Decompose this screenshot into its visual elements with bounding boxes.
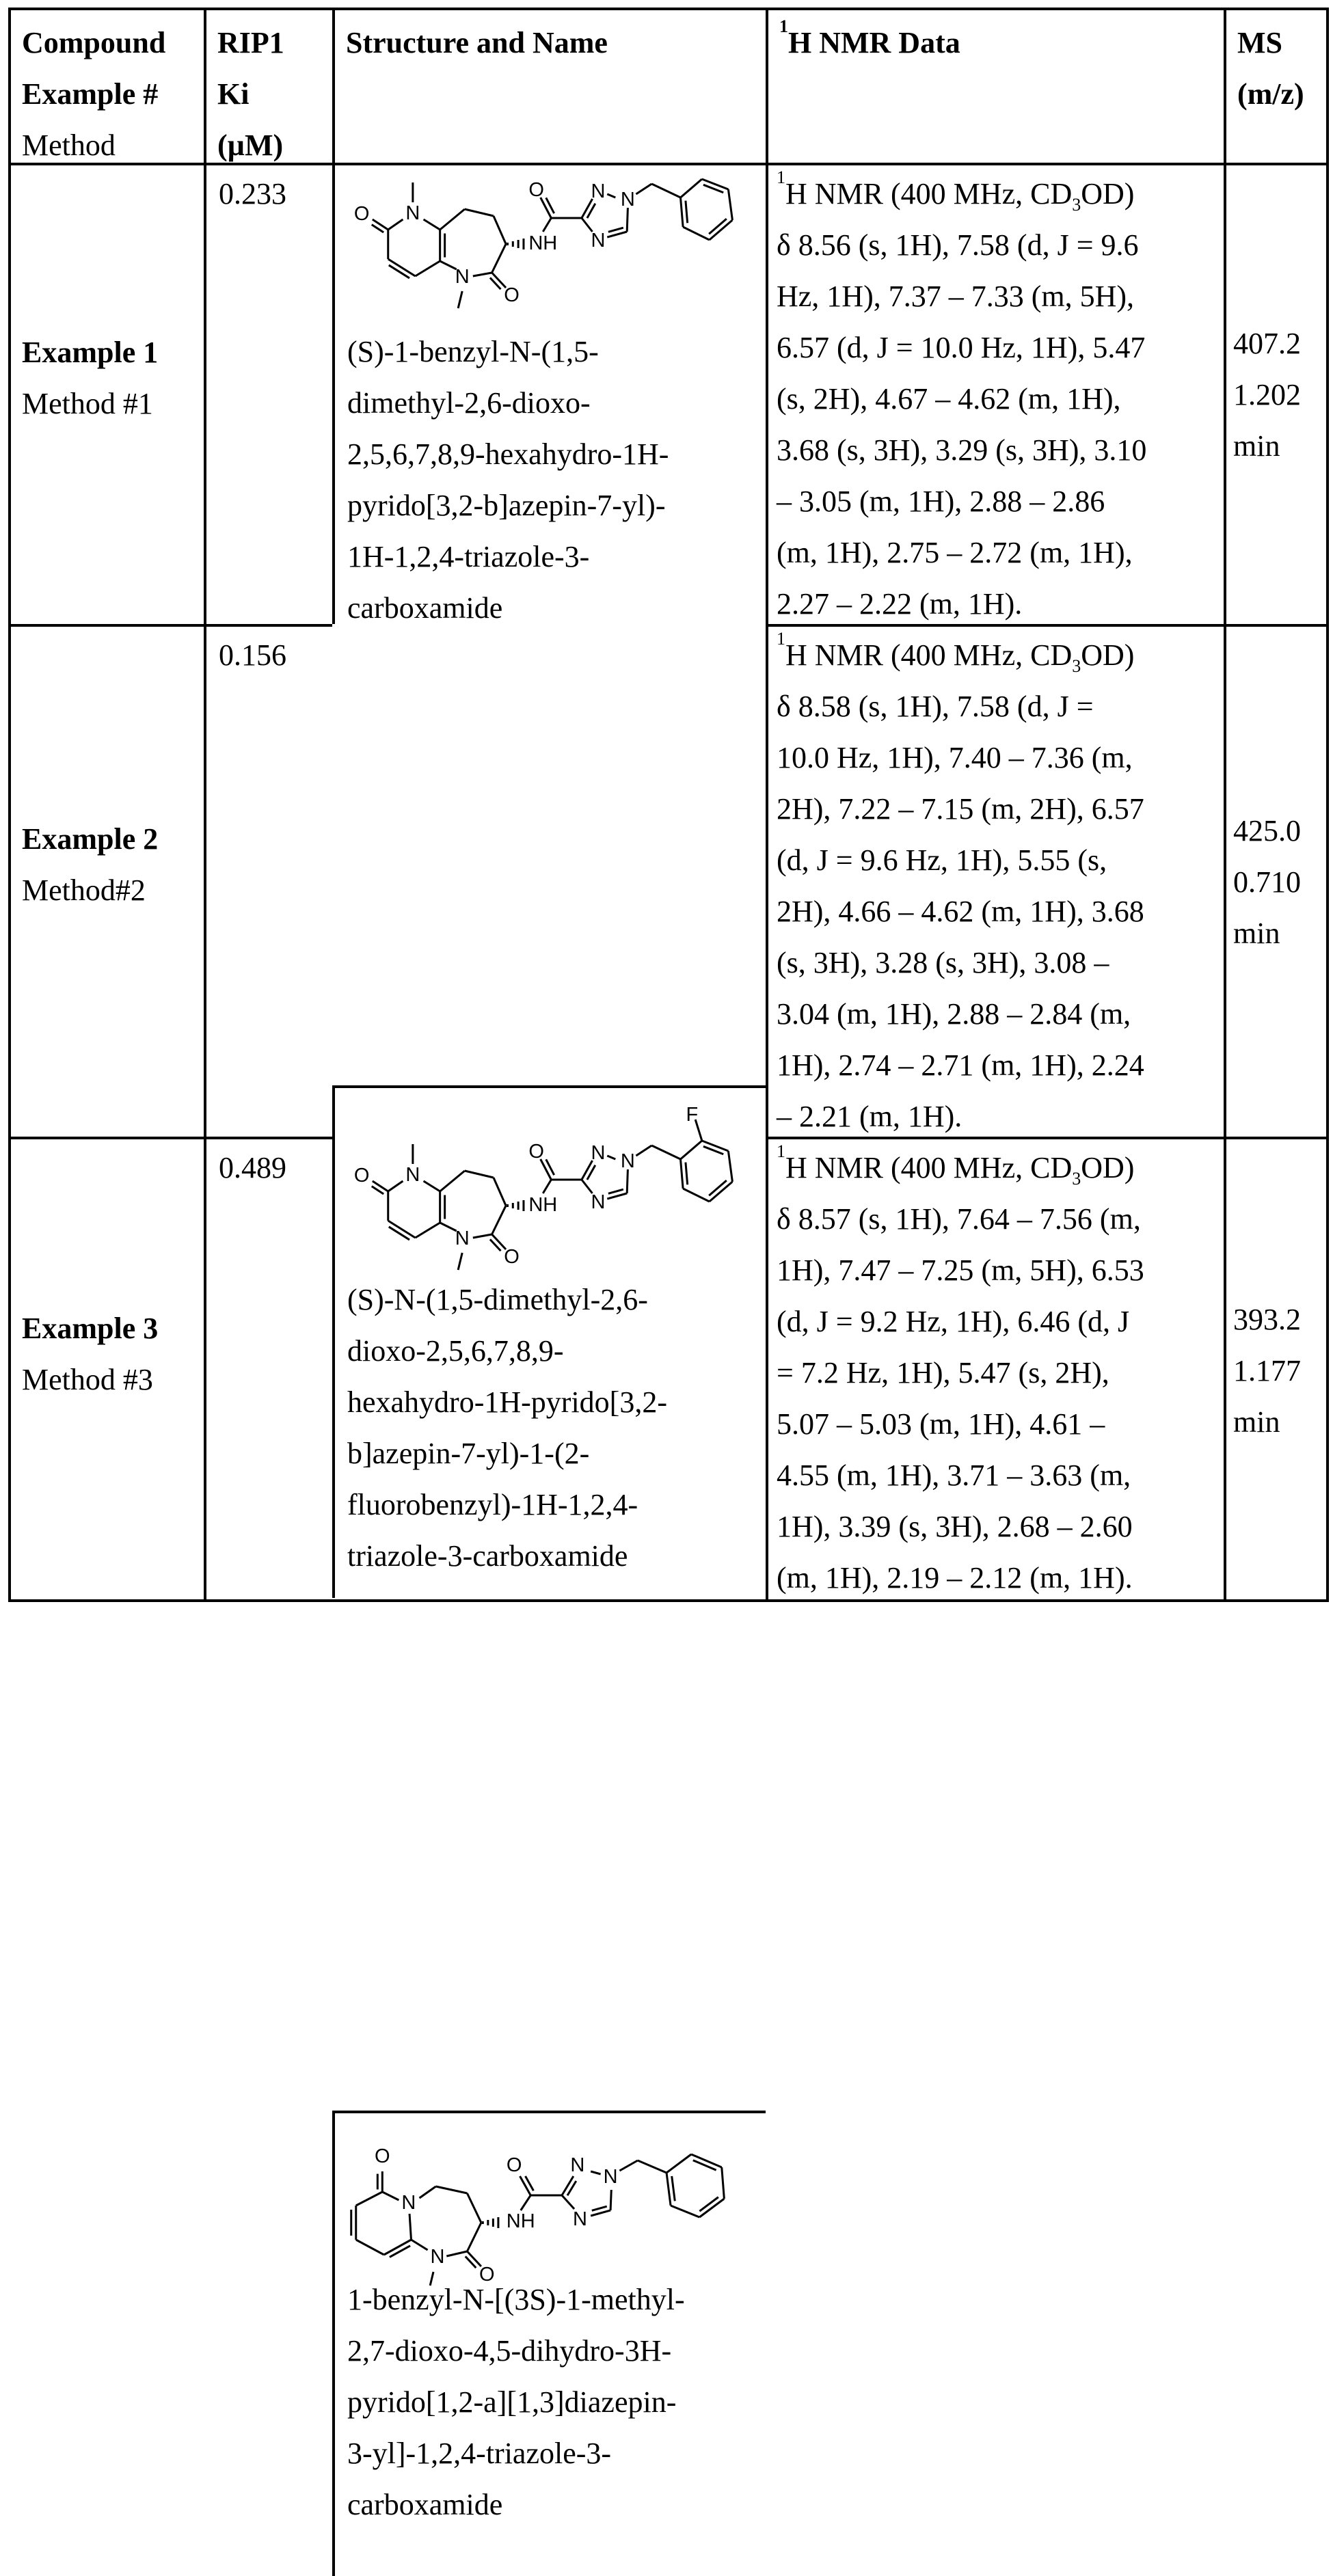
bond-line xyxy=(458,291,462,308)
bond-line xyxy=(671,2206,699,2217)
nmr-header-line xyxy=(777,1142,1224,1193)
bond-line xyxy=(592,2206,607,2210)
atom-label: N xyxy=(591,180,606,202)
nmr-cell xyxy=(766,624,1224,1137)
bond-line xyxy=(627,1169,628,1193)
compound-name xyxy=(347,2274,685,2530)
atom-label: N xyxy=(621,1150,635,1172)
bond-line xyxy=(465,209,494,216)
header-line: RIP1 xyxy=(217,17,332,68)
atom-label: NH xyxy=(507,2210,535,2232)
atom-label: NH xyxy=(528,1194,557,1216)
bond-line xyxy=(636,184,651,194)
bond-line xyxy=(543,1180,551,1193)
bond-line xyxy=(521,2195,530,2210)
atom-label: N xyxy=(604,2166,618,2188)
bond-line xyxy=(424,219,440,230)
bond-line xyxy=(607,232,627,237)
bond-line xyxy=(651,184,680,198)
atom-label: N xyxy=(573,2208,587,2230)
bond-line xyxy=(607,1156,615,1159)
compound-name-line: carboxamide xyxy=(347,582,669,634)
compound-name-line: pyrido[3,2-b]azepin-7-yl)- xyxy=(347,480,669,531)
bond-line xyxy=(619,2160,638,2171)
atom-label: O xyxy=(528,1141,544,1163)
atom-label: N xyxy=(401,2192,416,2214)
header-line xyxy=(779,17,1224,68)
bond-line xyxy=(562,2195,574,2209)
nmr-line: 5.07 – 5.03 (m, 1H), 4.61 – xyxy=(777,1398,1224,1450)
bond-line xyxy=(440,209,465,230)
bond-line xyxy=(728,1151,732,1182)
atom-label: N xyxy=(591,230,606,252)
ki-value: 0.489 xyxy=(219,1142,332,1193)
nmr-line: (m, 1H), 2.75 – 2.72 (m, 1H), xyxy=(777,527,1224,578)
bond-line xyxy=(728,189,732,220)
header-line: (µM) xyxy=(217,120,332,171)
compound-name-line: carboxamide xyxy=(347,2479,685,2530)
header-line: Ki xyxy=(217,68,332,120)
header-nmr xyxy=(766,8,1224,163)
bond-line xyxy=(446,2251,467,2256)
bond-line xyxy=(686,1163,688,1185)
nmr-cell xyxy=(766,1137,1224,1602)
atom-label: N xyxy=(591,1191,606,1213)
nmr-line: 2.27 – 2.22 (m, 1H). xyxy=(777,578,1224,629)
compound-name-line: dimethyl-2,6-dioxo- xyxy=(347,377,669,429)
bond-line xyxy=(681,198,684,227)
subscript: 3 xyxy=(1072,656,1081,676)
bond-line xyxy=(467,2193,481,2223)
header-line: Compound xyxy=(22,17,204,68)
compound-name-line: 1H-1,2,4-triazole-3- xyxy=(347,531,669,582)
nmr-line: 2H), 7.22 – 7.15 (m, 2H), 6.57 xyxy=(777,783,1224,835)
nmr-line: 1H), 3.39 (s, 3H), 2.68 – 2.60 xyxy=(777,1501,1224,1552)
example-cell xyxy=(8,163,204,624)
example-cell xyxy=(8,1137,204,1602)
nmr-line: = 7.2 Hz, 1H), 5.47 (s, 2H), xyxy=(777,1347,1224,1398)
bond-line xyxy=(607,1193,627,1199)
atom-label: N xyxy=(621,189,635,211)
bond-line xyxy=(591,2171,600,2174)
nmr-text: OD) xyxy=(1081,177,1134,211)
atom-label: N xyxy=(455,1228,470,1249)
atom-label: O xyxy=(507,2154,522,2176)
bond-line xyxy=(722,2167,725,2199)
compound-name-line: 3-yl]-1,2,4-triazole-3- xyxy=(347,2428,685,2479)
ms-line: min xyxy=(1233,1396,1329,1448)
atom-label: O xyxy=(375,2145,390,2167)
example-label: Example 3 xyxy=(22,1303,204,1354)
nmr-header-line xyxy=(777,168,1224,219)
nmr-line: (d, J = 9.6 Hz, 1H), 5.55 (s, xyxy=(777,835,1224,886)
nmr-line: 6.57 (d, J = 10.0 Hz, 1H), 5.47 xyxy=(777,322,1224,373)
subscript: 3 xyxy=(1072,1169,1081,1189)
bond-line xyxy=(693,2160,716,2170)
bond-line xyxy=(473,273,492,276)
bond-line xyxy=(520,2176,531,2195)
bond-line xyxy=(390,2246,410,2258)
ms-line: 393.2 xyxy=(1233,1294,1329,1345)
header-text: H NMR Data xyxy=(788,26,960,59)
nmr-line: (s, 3H), 3.28 (s, 3H), 3.08 – xyxy=(777,937,1224,988)
ms-cell xyxy=(1224,624,1329,1137)
bond-line xyxy=(494,216,506,244)
nmr-text: H NMR (400 MHz, CD xyxy=(785,177,1072,211)
bond-line xyxy=(607,194,615,198)
bond-line xyxy=(440,1171,465,1191)
header-compound xyxy=(8,8,204,163)
ki-cell xyxy=(204,163,332,624)
atom-label: N xyxy=(570,2154,584,2176)
atom-label: N xyxy=(431,2246,445,2268)
bond-line xyxy=(473,1234,492,1238)
ki-value: 0.233 xyxy=(219,168,332,219)
atom-label: O xyxy=(354,1165,370,1187)
ki-cell xyxy=(204,624,332,1137)
ki-value: 0.156 xyxy=(219,629,332,681)
bond-line xyxy=(651,1145,680,1159)
nmr-line: (d, J = 9.2 Hz, 1H), 6.46 (d, J xyxy=(777,1296,1224,1347)
bond-line xyxy=(424,1181,440,1191)
ms-line: 1.202 xyxy=(1233,369,1329,420)
nmr-line: δ 8.58 (s, 1H), 7.58 (d, J = xyxy=(777,681,1224,732)
nmr-line: 1H), 2.74 – 2.71 (m, 1H), 2.24 xyxy=(777,1040,1224,1091)
header-line: (m/z) xyxy=(1237,68,1329,120)
nmr-text: OD) xyxy=(1081,1151,1134,1184)
method-label: Method #1 xyxy=(22,378,204,429)
bond-line xyxy=(636,1145,651,1156)
nmr-line: – 3.05 (m, 1H), 2.88 – 2.86 xyxy=(777,476,1224,527)
atom-label: N xyxy=(405,1164,420,1186)
atom-label: O xyxy=(504,284,520,306)
bond-line xyxy=(608,1189,623,1193)
bond-line xyxy=(465,1171,494,1178)
bond-line xyxy=(494,1178,506,1206)
nmr-line: Hz, 1H), 7.37 – 7.33 (m, 5H), xyxy=(777,271,1224,322)
nmr-line: δ 8.56 (s, 1H), 7.58 (d, J = 9.6 xyxy=(777,219,1224,271)
chemical-structure-diagram xyxy=(333,2125,764,2296)
bond-line xyxy=(356,2192,383,2206)
bond-line xyxy=(492,1206,506,1234)
example-label: Example 2 xyxy=(22,813,204,865)
atom-label: O xyxy=(504,1246,520,1268)
chemical-structure-diagram xyxy=(333,163,764,334)
compound-name xyxy=(347,326,669,634)
bond-line xyxy=(681,1141,702,1159)
bond-line xyxy=(683,227,710,240)
bond-line xyxy=(420,2186,436,2198)
bond-line xyxy=(681,179,702,198)
bond-line xyxy=(666,2173,671,2206)
example-label: Example 1 xyxy=(22,327,204,378)
compound-name-line: pyrido[1,2-a][1,3]diazepin- xyxy=(347,2376,685,2428)
compound-name-line: fluorobenzyl)-1H-1,2,4- xyxy=(347,1479,667,1530)
ki-cell xyxy=(204,1137,332,1602)
superscript: 1 xyxy=(777,629,785,649)
structure-cell xyxy=(332,163,766,624)
atom-label: O xyxy=(479,2264,495,2286)
nmr-text: OD) xyxy=(1081,638,1134,672)
nmr-header-line xyxy=(777,629,1224,681)
bond-line xyxy=(627,208,628,232)
bond-line xyxy=(388,219,403,230)
compound-name xyxy=(347,1274,667,1582)
ms-line: min xyxy=(1233,908,1329,959)
bond-line xyxy=(702,179,729,189)
header-line-method: Method xyxy=(22,120,204,171)
bond-line xyxy=(591,2210,610,2216)
bond-line xyxy=(562,2176,574,2195)
ms-cell xyxy=(1224,1137,1329,1602)
bond-line xyxy=(440,261,457,269)
atom-label: N xyxy=(455,266,470,288)
compound-name-line: triazole-3-carboxamide xyxy=(347,1530,667,1582)
subscript: 3 xyxy=(1072,195,1081,215)
bond-line xyxy=(388,1181,403,1191)
example-cell xyxy=(8,624,204,1137)
bond-line xyxy=(373,219,388,230)
header-ms xyxy=(1224,8,1329,163)
bond-line xyxy=(458,1253,462,1270)
bond-line xyxy=(409,2214,411,2240)
bond-line xyxy=(608,228,623,232)
compound-name-line: b]azepin-7-yl)-1-(2- xyxy=(347,1428,667,1479)
atom-label: F xyxy=(686,1104,699,1126)
bond-line xyxy=(356,2240,384,2255)
nmr-line: (s, 2H), 4.67 – 4.62 (m, 1H), xyxy=(777,373,1224,424)
nmr-line: 1H), 7.47 – 7.25 (m, 5H), 6.53 xyxy=(777,1245,1224,1296)
bond-line xyxy=(683,1189,710,1202)
nmr-line: 10.0 Hz, 1H), 7.40 – 7.36 (m, xyxy=(777,732,1224,783)
ms-line: 407.2 xyxy=(1233,318,1329,369)
superscript: 1 xyxy=(779,16,788,36)
nmr-line: (m, 1H), 2.19 – 2.12 (m, 1H). xyxy=(777,1552,1224,1603)
bond-line xyxy=(543,218,551,232)
bond-line xyxy=(416,1223,440,1238)
atom-label: NH xyxy=(528,232,557,254)
header-line: MS xyxy=(1237,17,1329,68)
method-label: Method#2 xyxy=(22,865,204,916)
method-label: Method #3 xyxy=(22,1354,204,1405)
nmr-text: H NMR (400 MHz, CD xyxy=(785,638,1072,672)
ms-line: 425.0 xyxy=(1233,805,1329,856)
bond-line xyxy=(666,2154,691,2173)
compound-name-line: (S)-1-benzyl-N-(1,5- xyxy=(347,326,669,377)
atom-label: O xyxy=(354,203,370,225)
superscript: 1 xyxy=(777,1141,785,1161)
bond-line xyxy=(467,2223,481,2251)
ms-line: 0.710 xyxy=(1233,856,1329,908)
header-line: Example # xyxy=(22,68,204,120)
compound-name-line: (S)-N-(1,5-dimethyl-2,6- xyxy=(347,1274,667,1325)
header-line: Structure and Name xyxy=(346,17,766,68)
nmr-line: 3.04 (m, 1H), 2.88 – 2.84 (m, xyxy=(777,988,1224,1040)
compound-name-line: 2,7-dioxo-4,5-dihydro-3H- xyxy=(347,2325,685,2376)
nmr-line: 2H), 4.66 – 4.62 (m, 1H), 3.68 xyxy=(777,886,1224,937)
ms-line: 1.177 xyxy=(1233,1345,1329,1396)
superscript: 1 xyxy=(777,167,785,187)
nmr-line: – 2.21 (m, 1H). xyxy=(777,1091,1224,1142)
bond-line xyxy=(638,2160,666,2173)
compound-name-line: hexahydro-1H-pyrido[3,2- xyxy=(347,1377,667,1428)
nmr-line: 4.55 (m, 1H), 3.71 – 3.63 (m, xyxy=(777,1450,1224,1501)
header-structure xyxy=(332,8,766,163)
bond-line xyxy=(436,2186,468,2193)
nmr-line: 3.68 (s, 3H), 3.29 (s, 3H), 3.10 xyxy=(777,424,1224,476)
bond-line xyxy=(702,1141,729,1151)
ms-line: min xyxy=(1233,420,1329,472)
bond-line xyxy=(416,261,440,276)
compound-name-line: 1-benzyl-N-[(3S)-1-methyl- xyxy=(347,2274,685,2325)
structure-cell xyxy=(332,2111,766,2576)
bond-line xyxy=(373,1181,388,1191)
atom-label: N xyxy=(405,202,420,224)
chemical-structure-diagram xyxy=(333,1125,764,1296)
bond-line xyxy=(686,201,688,223)
nmr-cell xyxy=(766,163,1224,624)
atom-label: O xyxy=(528,179,544,201)
ms-cell xyxy=(1224,163,1329,624)
compound-data-table xyxy=(8,8,1329,1602)
structure-cell xyxy=(332,1085,766,1598)
compound-name-line: dioxo-2,5,6,7,8,9- xyxy=(347,1325,667,1377)
nmr-line: δ 8.57 (s, 1H), 7.64 – 7.56 (m, xyxy=(777,1193,1224,1245)
bond-line xyxy=(382,2192,399,2200)
compound-name-line: 2,5,6,7,8,9-hexahydro-1H- xyxy=(347,429,669,480)
bond-line xyxy=(411,2240,427,2250)
bond-line xyxy=(610,2190,611,2210)
bond-line xyxy=(672,2176,675,2201)
header-ki xyxy=(204,8,332,163)
bond-line xyxy=(492,244,506,273)
atom-label: N xyxy=(591,1142,606,1164)
bond-line xyxy=(681,1159,684,1189)
bond-line xyxy=(440,1223,457,1231)
nmr-text: H NMR (400 MHz, CD xyxy=(785,1151,1072,1184)
